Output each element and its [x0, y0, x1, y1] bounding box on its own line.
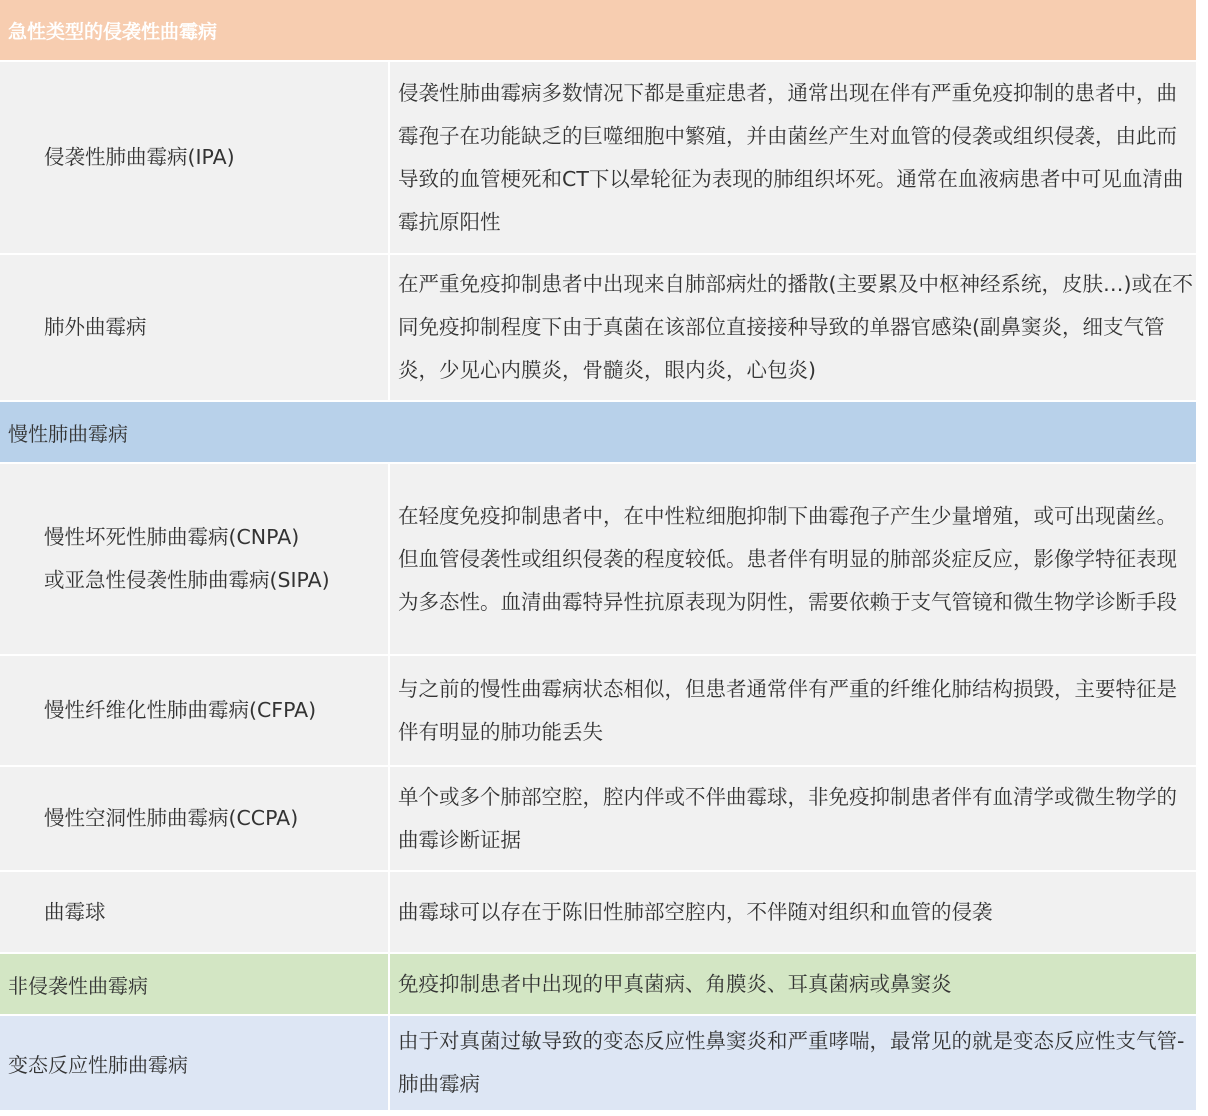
- table-row-ipa: [0, 62, 1196, 255]
- row-description: 单个或多个肺部空腔，腔内伴或不伴曲霉球，非免疫抑制患者伴有血清学或微生物学的曲霉诊断证据: [388, 767, 1196, 870]
- table-row-extrapulmonary: [0, 255, 1196, 402]
- row-label: 曲霉球: [44, 899, 106, 924]
- right-margin: [1197, 0, 1208, 1116]
- section-header-acute: [0, 0, 1196, 62]
- row-label-line-2: 或亚急性侵袭性肺曲霉病(SIPA): [44, 568, 330, 592]
- row-description: 曲霉球可以存在于陈旧性肺部空腔内，不伴随对组织和血管的侵袭: [388, 872, 1196, 952]
- row-label-line-1: 慢性坏死性肺曲霉病(CNPA): [44, 525, 300, 549]
- row-description: 由于对真菌过敏导致的变态反应性鼻窦炎和严重哮喘，最常见的就是变态反应性支气管-肺曲霉病: [388, 1016, 1196, 1110]
- table-row-cnpa: [0, 464, 1196, 656]
- row-description: 免疫抑制患者中出现的甲真菌病、角膜炎、耳真菌病或鼻窦炎: [388, 954, 1196, 1014]
- table-row-aspergilloma: [0, 872, 1196, 954]
- section-title: 慢性肺曲霉病: [8, 421, 128, 446]
- section-row-allergic: [0, 1016, 1196, 1112]
- section-title: 变态反应性肺曲霉病: [8, 1052, 188, 1077]
- row-description: 侵袭性肺曲霉病多数情况下都是重症患者，通常出现在伴有严重免疫抑制的患者中，曲霉孢子在功能缺乏的巨噬细胞中繁殖，并由菌丝产生对血管的侵袭或组织侵袭，由此而导致的血管梗死和CT下以晕轮征为表现的肺组织坏死。通常在血液病患者中可见血清曲霉抗原阳性: [388, 62, 1196, 253]
- section-row-noninvasive: [0, 954, 1196, 1016]
- section-title: 急性类型的侵袭性曲霉病: [8, 20, 218, 43]
- section-header-chronic: [0, 402, 1196, 464]
- row-description: 在严重免疫抑制患者中出现来自肺部病灶的播散(主要累及中枢神经系统，皮肤…)或在不同免疫抑制程度下由于真菌在该部位直接接种导致的单器官感染(副鼻窦炎，细支气管炎，少见心内膜炎，骨髓炎，眼内炎，心包炎): [388, 255, 1196, 400]
- row-label: 慢性纤维化性肺曲霉病(CFPA): [44, 698, 317, 722]
- row-label: 侵袭性肺曲霉病(IPA): [44, 145, 235, 169]
- table-row-cfpa: [0, 656, 1196, 767]
- row-description: 与之前的慢性曲霉病状态相似，但患者通常伴有严重的纤维化肺结构损毁，主要特征是伴有明显的肺功能丢失: [388, 656, 1196, 765]
- row-label: 肺外曲霉病: [44, 315, 147, 339]
- row-description: 在轻度免疫抑制患者中，在中性粒细胞抑制下曲霉孢子产生少量增殖，或可出现菌丝。但血管侵袭性或组织侵袭的程度较低。患者伴有明显的肺部炎症反应，影像学特征表现为多态性。血清曲霉特异性抗原表现为阴性，需要依赖于支气管镜和微生物学诊断手段: [388, 464, 1196, 654]
- section-title: 非侵袭性曲霉病: [8, 973, 148, 998]
- row-label: 慢性空洞性肺曲霉病(CCPA): [44, 806, 299, 830]
- table-row-ccpa: [0, 767, 1196, 872]
- row-label: [0, 464, 388, 654]
